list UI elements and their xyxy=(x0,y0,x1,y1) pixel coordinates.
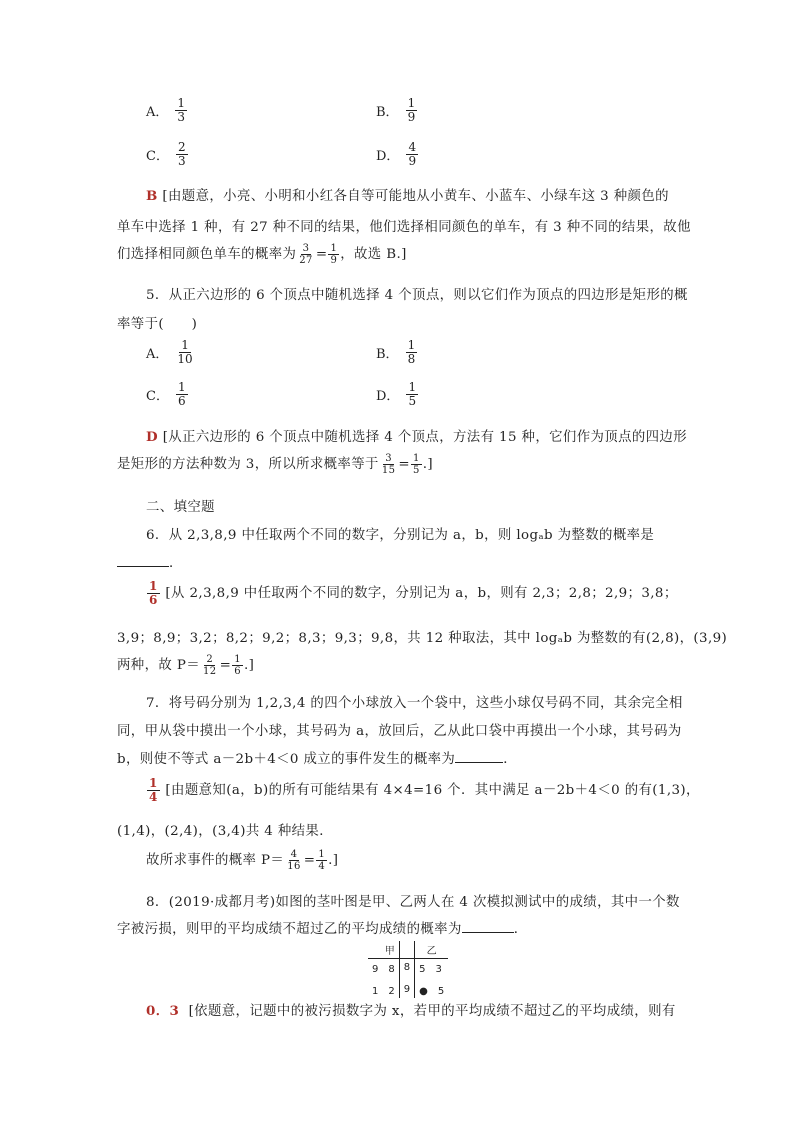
q4-option-a[interactable] xyxy=(146,97,188,124)
fraction: $\frac{1}{4}$ xyxy=(318,849,326,872)
answer-blank[interactable] xyxy=(455,750,503,763)
q5-explanation-line-1: D [从正六边形的 6 个顶点中随机选择 4 个顶点，方法有 15 种，它们作为顶点的四边形 xyxy=(146,429,688,445)
answer-blank[interactable] xyxy=(462,920,514,933)
answer-blank[interactable] xyxy=(117,554,169,567)
q5-explanation-line-2: 是矩形的方法种数为 3，所以所求概率等于 $\frac{3}{15}$ = $\frac{1}{5}$ .] xyxy=(117,453,434,476)
q6-explanation-line-3: 两种，故 P＝ $\frac{2}{12}$ = $\frac{1}{6}$ .] xyxy=(117,654,255,677)
fraction: $\frac{1}{9}$ xyxy=(330,243,338,266)
stem-leaf-plot xyxy=(368,941,448,998)
option-label: D． xyxy=(376,389,400,404)
q5-option-d[interactable] xyxy=(376,381,419,408)
option-label: B． xyxy=(376,105,399,120)
fraction: $\frac{1}{10}$ xyxy=(177,338,193,366)
q7-stem-line-1: 7．将号码分别为 1,2,3,4 的四个小球放入一个袋中，这些小球仅号码不同，其余完全相 xyxy=(146,696,683,711)
fraction: $\frac{1}{5}$ xyxy=(412,453,420,476)
q8-explanation-line-1: 0．3 [依题意，记题中的被污损数字为 x，若甲的平均成绩不超过乙的平均成绩，则有 xyxy=(146,1003,676,1019)
leaves-left: 1 2 xyxy=(372,986,395,997)
q4-option-c[interactable] xyxy=(146,141,189,168)
q5-option-b[interactable] xyxy=(376,339,418,366)
option-label: A． xyxy=(146,105,169,120)
option-label: D． xyxy=(376,149,400,164)
q7-stem-line-3: b，则使不等式 a－2b＋4＜0 成立的事件发生的概率为 ． xyxy=(117,752,518,767)
q6-blank-line: ． xyxy=(117,552,183,571)
answer-fraction: $\frac{1}{6}$ xyxy=(149,579,158,607)
fraction: $\frac{4}{9}$ xyxy=(408,140,417,168)
q7-explanation-line-3: 故所求事件的概率 P＝ $\frac{4}{16}$ = $\frac{1}{4}$ .] xyxy=(146,849,339,872)
header-right: 乙 xyxy=(426,946,437,957)
fraction: $\frac{3}{15}$ xyxy=(381,453,396,476)
q4-explanation-line-2: 单车中选择 1 种，有 27 种不同的结果，他们选择相同颜色的单车，有 3 种不同的结果，故他 xyxy=(117,220,691,235)
q6-explanation-line-2: 3,9；8,9；3,2；8,2；9,2；8,3；9,3；9,8，共 12 种取法，其中 logₐb 为整数的有(2,8)，(3,9) xyxy=(117,631,728,646)
option-label: A． xyxy=(146,347,169,362)
leaves-right: 5 3 xyxy=(419,964,442,975)
fraction: $\frac{1}{6}$ xyxy=(177,380,186,408)
q8-stem-line-1: 8．(2019·成都月考)如图的茎叶图是甲、乙两人在 4 次模拟测试中的成绩，其中一个数 xyxy=(146,895,680,910)
q4-explanation-line-3: 们选择相同颜色单车的概率为 $\frac{3}{27}$ = $\frac{1}{9}$ ，故选 B.] xyxy=(117,243,407,266)
q7-explanation-line-2: (1,4)，(2,4)，(3,4)共 4 种结果． xyxy=(117,824,333,839)
leaves-right: ● 5 xyxy=(419,986,445,997)
q7-stem-line-2: 同，甲从袋中摸出一个小球，其号码为 a，放回后，乙从此口袋中再摸出一个小球，其号码为 xyxy=(117,724,682,739)
answer-letter: D xyxy=(146,429,159,445)
leaves-left: 9 8 xyxy=(372,964,395,975)
fraction: $\frac{2}{12}$ xyxy=(203,654,217,677)
answer-fraction: $\frac{1}{4}$ xyxy=(149,776,158,804)
option-label: B． xyxy=(376,347,399,362)
q4-option-d[interactable] xyxy=(376,141,419,168)
q7-explanation-line-1: $\frac{1}{4}$ [由题意知(a，b)的所有可能结果有 4×4=16 个．其中满足 a－2b＋4＜0 的有(1,3)， xyxy=(149,776,700,804)
answer-value: 0．3 xyxy=(146,1003,180,1019)
fraction: $\frac{4}{16}$ xyxy=(287,849,301,872)
q5-option-a[interactable] xyxy=(146,339,196,366)
stem-value: 9 xyxy=(399,976,414,998)
q5-option-c[interactable] xyxy=(146,381,189,408)
header-left: 甲 xyxy=(384,946,395,957)
q6-stem: 6．从 2,3,8,9 中任取两个不同的数字，分别记为 a，b，则 logₐb 为整数的概率是 xyxy=(146,528,655,543)
fraction: $\frac{1}{3}$ xyxy=(177,96,186,124)
fraction: $\frac{1}{6}$ xyxy=(234,654,241,677)
q5-stem-line-1: 5．从正六边形的 6 个顶点中随机选择 4 个顶点，则以它们作为顶点的四边形是矩形的概 xyxy=(146,288,688,303)
fraction: $\frac{1}{8}$ xyxy=(407,338,416,366)
fraction: $\frac{2}{3}$ xyxy=(177,140,186,168)
q6-explanation-line-1: $\frac{1}{6}$ [从 2,3,8,9 中任取两个不同的数字，分别记为 a，b，则有 2,3；2,8；2,9；3,8； xyxy=(149,579,678,607)
stem-value: 8 xyxy=(399,959,414,977)
answer-letter: B xyxy=(146,188,158,204)
q4-explanation-line-1: B [由题意，小亮、小明和小红各自等可能地从小黄车、小蓝车、小绿车这 3 种颜色的 xyxy=(146,188,669,204)
fraction: $\frac{1}{5}$ xyxy=(408,380,417,408)
section-title: 二、填空题 xyxy=(146,500,215,515)
q8-stem-line-2: 字被污损，则甲的平均成绩不超过乙的平均成绩的概率为 ． xyxy=(117,922,528,937)
fraction: $\frac{1}{9}$ xyxy=(407,96,416,124)
q5-stem-line-2: 率等于( ) xyxy=(117,317,198,332)
option-label: C． xyxy=(146,149,169,164)
q4-option-b[interactable] xyxy=(376,97,418,124)
option-label: C． xyxy=(146,389,169,404)
fraction: $\frac{3}{27}$ xyxy=(299,243,313,266)
